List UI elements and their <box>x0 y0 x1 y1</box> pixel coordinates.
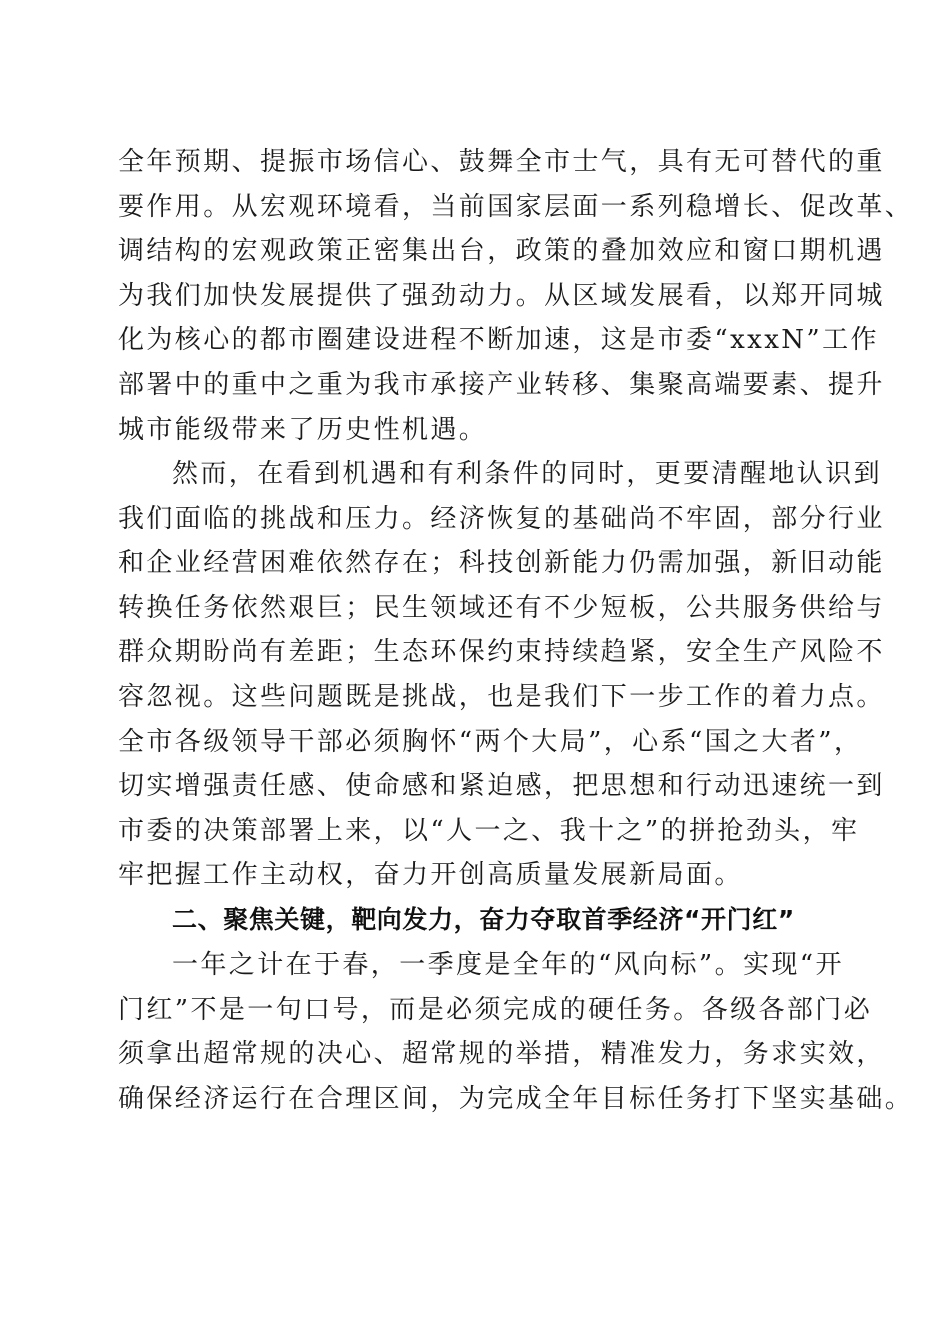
paragraph-1-line: 部署中的重中之重为我市承接产业转移、集聚高端要素、提升 <box>118 369 885 400</box>
paragraph-3-line: 门红”不是一句口号，而是必须完成的硬任务。各级各部门必 <box>118 994 873 1025</box>
paragraph-1 <box>118 140 914 452</box>
paragraph-2-line: 全市各级领导干部必须胸怀“两个大局”，心系“国之大者”， <box>118 726 863 757</box>
paragraph-2 <box>118 452 885 898</box>
paragraph-3-line: 一年之计在于春，一季度是全年的“风向标”。实现“开 <box>172 950 844 980</box>
paragraph-1-line: 城市能级带来了历史性机遇。 <box>118 414 488 445</box>
paragraph-1-line: 全年预期、提振市场信心、鼓舞全市士气，具有无可替代的重 <box>118 147 885 177</box>
paragraph-2-line: 牢把握工作主动权，奋力开创高质量发展新局面。 <box>118 860 743 891</box>
paragraph-2-line: 容忽视。这些问题既是挑战，也是我们下一步工作的着力点。 <box>118 681 885 712</box>
paragraph-1-line: 调结构的宏观政策正密集出台，政策的叠加效应和窗口期机遇 <box>118 236 885 267</box>
paragraph-3 <box>118 943 914 1121</box>
paragraph-2-line: 然而，在看到机遇和有利条件的同时，更要清醒地认识到 <box>172 459 883 489</box>
paragraph-2-line: 和企业经营困难依然存在；科技创新能力仍需加强，新旧动能 <box>118 548 885 579</box>
paragraph-3-line: 须拿出超常规的决心、超常规的举措，精准发力，务求实效， <box>118 1039 885 1070</box>
paragraph-2-line: 转换任务依然艰巨；民生领域还有不少短板，公共服务供给与 <box>118 592 885 623</box>
paragraph-1-line: 化为核心的都市圈建设进程不断加速，这是市委“xxxN”工作 <box>118 325 879 356</box>
paragraph-2-line: 群众期盼尚有差距；生态环保约束持续趋紧，安全生产风险不 <box>118 637 885 668</box>
paragraph-2-line: 市委的决策部署上来，以“人一之、我十之”的拼抢劲头，牢 <box>118 815 860 846</box>
paragraph-2-line: 我们面临的挑战和压力。经济恢复的基础尚不牢固，部分行业 <box>118 503 885 534</box>
section-heading: 二、聚焦关键，靶向发力，奋力夺取首季经济“开门红” <box>172 905 795 934</box>
paragraph-3-line: 确保经济运行在合理区间，为完成全年目标任务打下坚实基础。 <box>118 1083 914 1114</box>
paragraph-2-line: 切实增强责任感、使命感和紧迫感，把思想和行动迅速统一到 <box>118 771 885 802</box>
paragraph-1-line: 要作用。从宏观环境看，当前国家层面一系列稳增长、促改革、 <box>118 191 914 222</box>
paragraph-1-line: 为我们加快发展提供了强劲动力。从区域发展看，以郑开同城 <box>118 280 885 311</box>
